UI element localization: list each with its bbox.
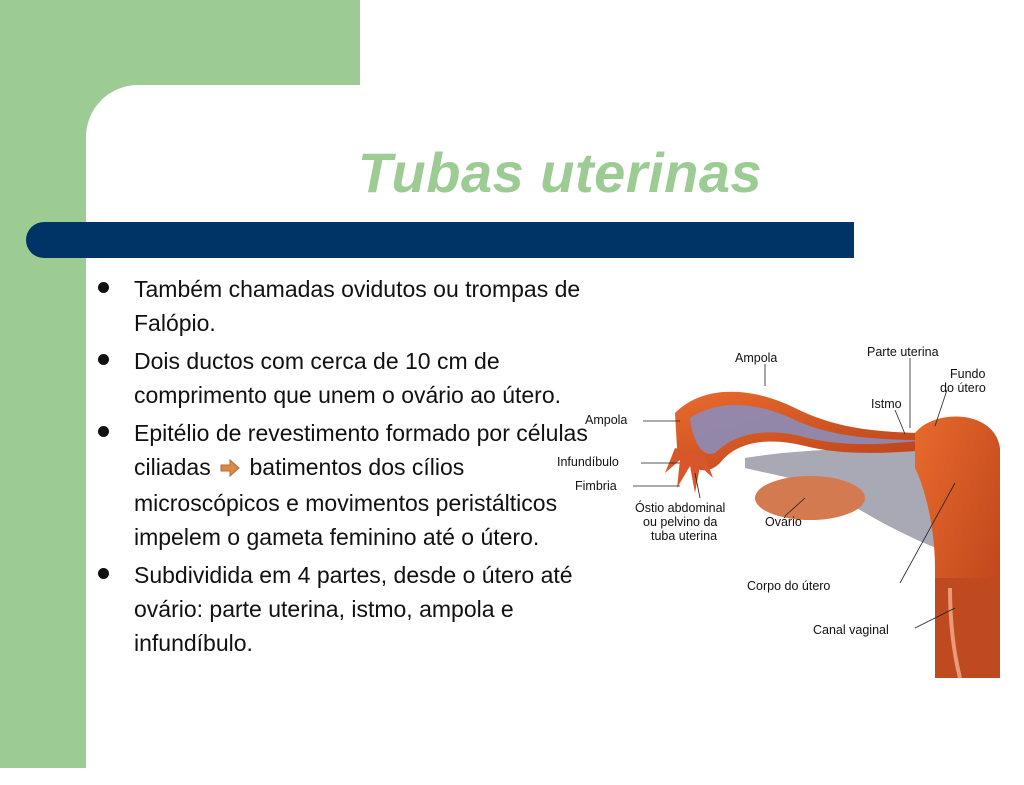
bullet-item [96,416,596,554]
right-arrow-icon [220,452,240,486]
label-ampola-left: Ampola [585,413,628,427]
label-fundo-line1: Fundo [950,367,986,381]
bullet-item [96,272,596,340]
uterine-tube-illustration [555,338,1015,698]
bullet-text: Dois ductos com cerca de 10 cm de comprimento que unem o ovário ao útero. [134,348,562,408]
bullet-dot [98,568,109,579]
label-fimbria: Fimbria [575,479,617,493]
bullet-dot [98,354,109,365]
label-istmo: Istmo [871,397,902,411]
slide-title: Tubas uterinas [357,141,763,204]
label-infundibulo: Infundíbulo [557,455,619,469]
ovary-shape [755,476,865,520]
bullet-text: Subdividida em 4 partes, desde o útero até ovário: parte uterina, istmo, ampola e infundíbulo. [134,562,573,656]
vaginal-canal-shape [935,578,1000,678]
bullet-text: batimentos dos cílios microscópicos e movimentos peristálticos impelem o gameta feminino até o útero. [134,454,558,550]
title-divider-bar [26,222,854,258]
bullet-list [96,272,596,664]
bullet-item [96,344,596,412]
bullet-text: Epitélio de revestimento formado por células ciliadas [134,420,588,480]
label-corpo-utero: Corpo do útero [747,579,831,593]
bullet-text: Também chamadas ovidutos ou trompas de Falópio. [134,276,581,336]
label-ostio-line1: Óstio abdominal [635,501,726,515]
label-canal-vaginal: Canal vaginal [813,623,889,637]
label-ostio-line3: tuba uterina [651,529,718,543]
label-ovario: Ovário [765,515,802,529]
anatomy-diagram [555,338,1015,698]
label-fundo-line2: do útero [940,381,986,395]
bullet-item [96,558,596,660]
bullet-dot [98,282,109,293]
label-parte-uterina: Parte uterina [867,345,939,359]
bullet-dot [98,426,109,437]
label-ampola-top: Ampola [735,351,778,365]
label-ostio-line2: ou pelvino da [643,515,718,529]
